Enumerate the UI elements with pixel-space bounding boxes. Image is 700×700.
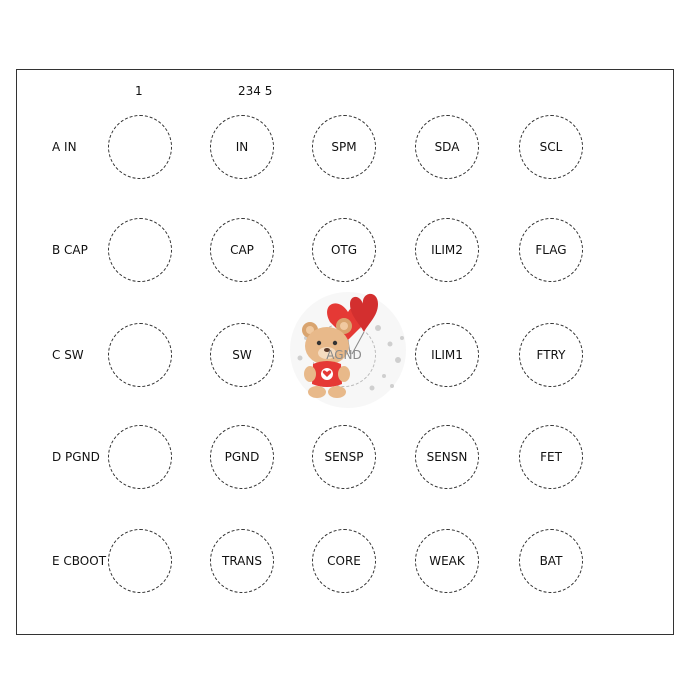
ball-signal-label: SDA bbox=[434, 140, 460, 154]
solder-ball bbox=[519, 529, 583, 593]
solder-ball bbox=[312, 425, 376, 489]
ball-signal-label: OTG bbox=[330, 243, 358, 257]
agnd-overlay-label: AGND bbox=[326, 348, 362, 362]
solder-ball bbox=[210, 425, 274, 489]
solder-ball bbox=[415, 218, 479, 282]
solder-ball bbox=[108, 425, 172, 489]
ball-signal-label: SENSN bbox=[426, 450, 468, 464]
solder-ball bbox=[415, 323, 479, 387]
ball-signal-label: CAP bbox=[230, 243, 254, 257]
ball-signal-label: PGND bbox=[224, 450, 260, 464]
solder-ball bbox=[210, 218, 274, 282]
ball-signal-label: IN bbox=[235, 140, 249, 154]
row-label: D PGND bbox=[52, 450, 100, 464]
row-label: A IN bbox=[52, 140, 77, 154]
solder-ball bbox=[415, 425, 479, 489]
ball-signal-label: SENSP bbox=[324, 450, 364, 464]
solder-ball bbox=[519, 218, 583, 282]
ball-signal-label: FET bbox=[540, 450, 562, 464]
solder-ball bbox=[312, 218, 376, 282]
ball-signal-label: ILIM2 bbox=[431, 243, 463, 257]
solder-ball bbox=[210, 529, 274, 593]
solder-ball bbox=[108, 115, 172, 179]
solder-ball bbox=[519, 425, 583, 489]
solder-ball bbox=[108, 323, 172, 387]
solder-ball bbox=[519, 323, 583, 387]
ball-signal-label: CORE bbox=[327, 554, 361, 568]
ball-signal-label: TRANS bbox=[222, 554, 262, 568]
ball-signal-label: SW bbox=[232, 348, 252, 362]
solder-ball bbox=[108, 529, 172, 593]
ball-signal-label: SPM bbox=[331, 140, 357, 154]
solder-ball bbox=[312, 115, 376, 179]
row-label: E CBOOT bbox=[52, 554, 107, 568]
column-header: 1 bbox=[135, 84, 143, 98]
column-header: 234 5 bbox=[238, 84, 273, 98]
ball-signal-label: FLAG bbox=[535, 243, 567, 257]
row-label: B CAP bbox=[52, 243, 88, 257]
ball-signal-label: BAT bbox=[539, 554, 563, 568]
ball-signal-label: WEAK bbox=[429, 554, 465, 568]
solder-ball bbox=[210, 323, 274, 387]
row-label: C SW bbox=[52, 348, 84, 362]
solder-ball bbox=[519, 115, 583, 179]
ball-signal-label: SCL bbox=[539, 140, 563, 154]
ball-signal-label: ILIM1 bbox=[431, 348, 463, 362]
solder-ball bbox=[415, 115, 479, 179]
solder-ball bbox=[210, 115, 274, 179]
solder-ball bbox=[415, 529, 479, 593]
solder-ball bbox=[108, 218, 172, 282]
solder-ball bbox=[312, 529, 376, 593]
ball-signal-label: FTRY bbox=[536, 348, 566, 362]
